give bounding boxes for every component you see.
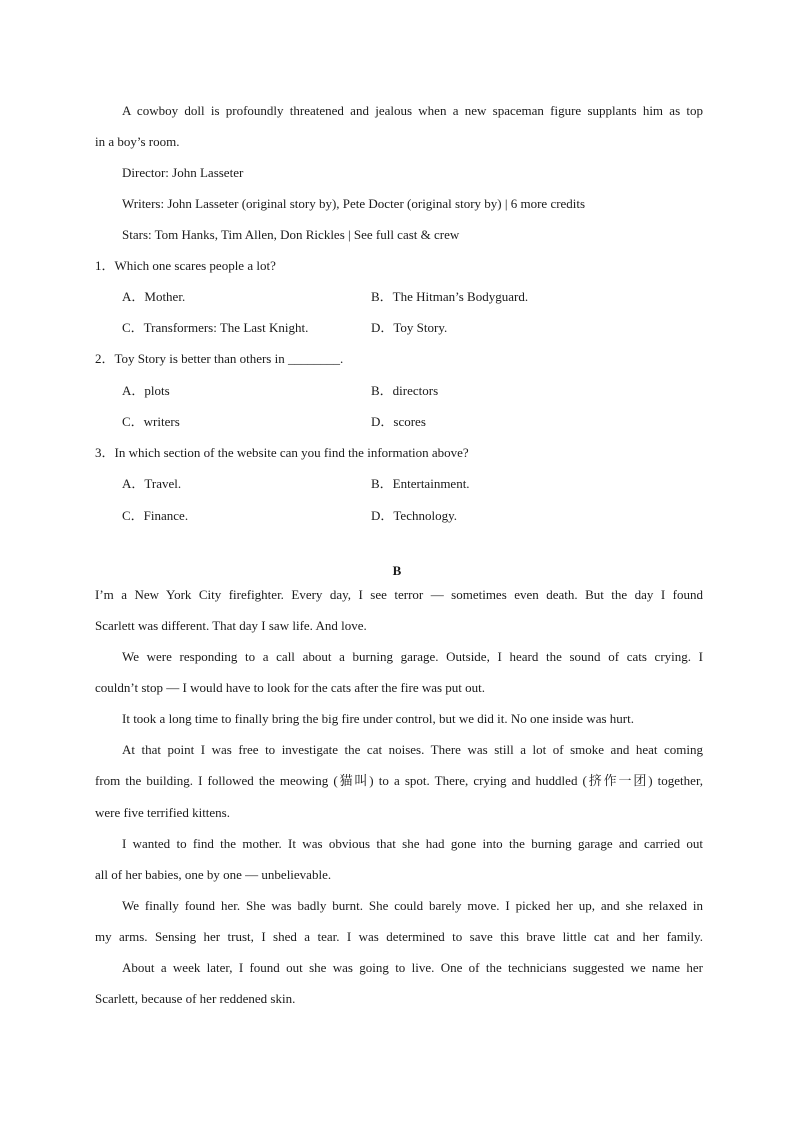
- passage-b-line: I wanted to find the mother. It was obvious that she had gone into the burning garage and carried out: [122, 836, 703, 851]
- passage-b-line: I’m a New York City firefighter. Every day, I see terror — sometimes even death. But the day I found: [95, 587, 703, 602]
- passage-b-line: my arms. Sensing her trust, I shed a tear. I was determined to save this brave little cat and her family.: [95, 929, 703, 944]
- passage-b-line: It took a long time to finally bring the big fire under control, but we did it. No one inside was hurt.: [122, 711, 634, 726]
- question-2-option-c: C．writers: [122, 414, 180, 429]
- passage-b-line: from the building. I followed the meowing (猫叫) to a spot. There, crying and huddled (挤作一团) together,: [95, 773, 703, 788]
- question-2-option-d: D．scores: [371, 414, 426, 429]
- passage-b-line: Scarlett was different. That day I saw life. And love.: [95, 618, 367, 633]
- movie-stars: Stars: Tom Hanks, Tim Allen, Don Rickles | See full cast & crew: [122, 227, 460, 242]
- movie-summary-line-1: A cowboy doll is profoundly threatened and jealous when a new spaceman figure supplants him as top: [122, 103, 703, 118]
- question-1-stem: 1．Which one scares people a lot?: [95, 258, 276, 273]
- question-1-option-b: B．The Hitman’s Bodyguard.: [371, 289, 529, 304]
- question-2-option-a: A．plots: [122, 383, 170, 398]
- question-1-option-c: C．Transformers: The Last Knight.: [122, 320, 309, 335]
- question-3-option-d: D．Technology.: [371, 508, 457, 523]
- question-2-stem: 2．Toy Story is better than others in ________.: [95, 351, 344, 366]
- passage-b-line: At that point I was free to investigate the cat noises. There was still a lot of smoke and heat coming: [122, 742, 703, 757]
- question-1-option-d: D．Toy Story.: [371, 320, 448, 335]
- passage-b-line: We were responding to a call about a burning garage. Outside, I heard the sound of cats crying. I: [122, 649, 703, 664]
- passage-b-line: Scarlett, because of her reddened skin.: [95, 991, 296, 1006]
- question-3-option-b: B．Entertainment.: [371, 476, 470, 491]
- question-3-option-a: A．Travel.: [122, 476, 182, 491]
- passage-b-line: We finally found her. She was badly burnt. She could barely move. I picked her up, and she relaxed in: [122, 898, 703, 913]
- question-3-option-c: C．Finance.: [122, 508, 189, 523]
- section-b-heading: B: [392, 563, 402, 578]
- movie-writers: Writers: John Lasseter (original story by), Pete Docter (original story by) | 6 more credits: [122, 196, 586, 211]
- movie-director: Director: John Lasseter: [122, 165, 244, 180]
- question-3-stem: 3．In which section of the website can you find the information above?: [95, 445, 469, 460]
- passage-b-line: About a week later, I found out she was going to live. One of the technicians suggested we name her: [122, 960, 703, 975]
- question-1-option-a: A．Mother.: [122, 289, 186, 304]
- passage-b-line: were five terrified kittens.: [95, 805, 230, 820]
- passage-b-line: couldn’t stop — I would have to look for the cats after the fire was put out.: [95, 680, 486, 695]
- question-2-option-b: B．directors: [371, 383, 439, 398]
- passage-b-line: all of her babies, one by one — unbelievable.: [95, 867, 332, 882]
- movie-summary-line-2: in a boy’s room.: [95, 134, 180, 149]
